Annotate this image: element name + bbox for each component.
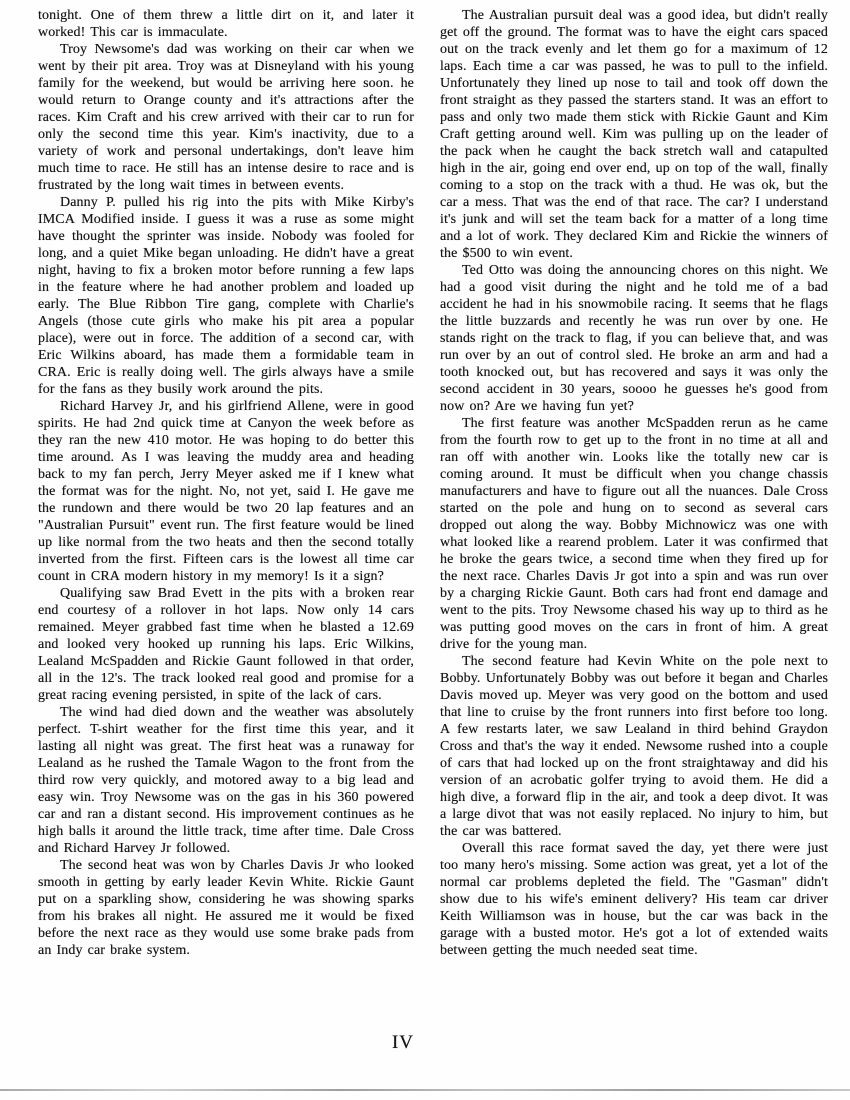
paragraph: The Australian pursuit deal was a good idea, but didn't really get off the ground. The format was to have the eight cars spaced out on the track evenly and let them go for a maximum of 12 laps. Each time a car was passed, he was to pull to the infield. Unfortunately they lined up nose to tail and took off down the front straight as they passed the starters stand. It was an effort to pass and only two made them stick with Rickie Gaunt and Kim Craft getting around well. Kim was pulling up on the leader of the pack when he caught the back stretch wall and catapulted high in the air, going end over end, up on top of the wall, finally coming to a stop on the track with a thud. He was ok, but the car a mess. That was the end of that race. The car? I understand it's junk and will set the team back for a matter of a long time and a lot of work. They declared Kim and Rickie the winners of the $500 to win event. bbox=[440, 8, 828, 261]
left-column bbox=[38, 7, 414, 959]
paragraph: Troy Newsome's dad was working on their car when we went by their pit area. Troy was at Disneyland with his young family for the weekend, but would be arriving here soon. he would return to Orange county and it's attractions after the races. Kim Craft and his crew arrived with their car to run for only the second time this year. Kim's inactivity, due to a variety of work and personal undertakings, don't leave him much time to race. He still has an intense desire to race and is frustrated by the long wait times in between events. bbox=[38, 42, 414, 193]
paragraph: Ted Otto was doing the announcing chores on this night. We had a good visit during the night and he told me of a bad accident he had in his snowmobile racing. It seems that he flags the little buzzards and recently he was run over by one. He stands right on the track to flag, if you can believe that, and was run over by an out of control sled. He broke an arm and had a tooth knocked out, but has recovered and says it was only the second accident in 30 years, soooo he guesses he's good from now on? Are we having fun yet? bbox=[440, 263, 828, 414]
paragraph: Overall this race format saved the day, yet there were just too many hero's missing. Some action was great, yet a lot of the normal car problems depleted the field. The "Gasman" didn't show due to his wife's eminent delivery? His team car driver Keith Williamson was in house, but the car was back in the garage with a busted motor. He's got a lot of extended waits between getting the much needed seat time. bbox=[440, 841, 828, 958]
paragraph: The second heat was won by Charles Davis Jr who looked smooth in getting by early leader Kevin White. Rickie Gaunt put on a sparkling show, considering he was showing sparks from his brakes all night. He assured me it would be fixed before the next race as they would use some brake pads from an Indy car brake system. bbox=[38, 858, 414, 958]
paragraph: Richard Harvey Jr, and his girlfriend Allene, were in good spirits. He had 2nd quick time at Canyon the week before as they ran the new 410 motor. He was hoping to do better this time around. As I was leaving the muddy area and heading back to my fan perch, Jerry Meyer asked me if I knew what the format was for the night. No, not yet, said I. He gave me the rundown and there would be two 20 lap features and an "Australian Pursuit" event run. The first feature would be lined up like normal from the two heats and then the second totally inverted from the first. Fifteen cars is the lowest all time car count in CRA modern history in my memory! Is it a sign? bbox=[38, 399, 414, 584]
scan-artifact-line bbox=[0, 1089, 850, 1091]
right-column bbox=[440, 7, 828, 959]
paragraph: The first feature was another McSpadden rerun as he came from the fourth row to get up to the front in no time at all and ran off with another win. Looks like the totally new car is coming around. It must be difficult when you change chassis manufacturers and have to figure out all the nuances. Dale Cross started on the pole and hung on to second as several cars dropped out along the way. Bobby Michnowicz was one with what looked like a rearend problem. Later it was confirmed that he broke the gears twice, a second time when they fired up for the next race. Charles Davis Jr got into a spin and was run over by a charging Rickie Gaunt. Both cars had front end damage and went to the pits. Troy Newsome chased his way up to third as he was putting good moves on the cars in front of him. A great drive for the young man. bbox=[440, 416, 828, 652]
page-number: IV bbox=[391, 1032, 415, 1053]
paragraph: The wind had died down and the weather was absolutely perfect. T-shirt weather for the first time this year, and it lasting all night was great. The first heat was a runaway for Lealand as he rushed the Tamale Wagon to the front from the third row very quickly, and motored away to a big lead and easy win. Troy Newsome was on the gas in his 360 powered car and ran a distant second. His improvement continues as he high balls it around the little track, time after time. Dale Cross and Richard Harvey Jr followed. bbox=[38, 705, 414, 856]
paragraph: tonight. One of them threw a little dirt on it, and later it worked! This car is immaculate. bbox=[38, 8, 414, 40]
paragraph: Qualifying saw Brad Evett in the pits with a broken rear end courtesy of a rollover in hot laps. Now only 14 cars remained. Meyer grabbed fast time when he blasted a 12.69 and looked very hooked up running his laps. Eric Wilkins, Lealand McSpadden and Rickie Gaunt followed in that order, all in the 12's. The track looked real good and promise for a great racing evening persisted, in spite of the lack of cars. bbox=[38, 586, 414, 703]
paragraph: The second feature had Kevin White on the pole next to Bobby. Unfortunately Bobby was out before it began and Charles Davis moved up. Meyer was very good on the bottom and used that line to cruise by the front runners into first before too long. A few restarts later, we saw Lealand in third behind Graydon Cross and that's the way it ended. Newsome rushed into a couple of cars that had locked up on the front straightaway and did his version of an acrobatic golfer trying to avoid them. He did a high dive, a forward flip in the air, and took a deep divot. It was a large divot that was not easily replaced. No injury to him, but the car was battered. bbox=[440, 654, 828, 839]
paragraph: Danny P. pulled his rig into the pits with Mike Kirby's IMCA Modified inside. I guess it was a ruse as some might have thought the sprinter was inside. Nobody was fooled for long, and a quiet Mike began unloading. He didn't have a great night, having to fix a broken motor before running a few laps in the feature where he had another problem and loaded up early. The Blue Ribbon Tire gang, complete with Charlie's Angels (those cute girls who make his pit area a popular place), were out in force. The addition of a second car, with Eric Wilkins aboard, has made them a formidable team in CRA. Eric is really doing well. The girls always have a smile for the fans as they busily work around the pits. bbox=[38, 195, 414, 397]
